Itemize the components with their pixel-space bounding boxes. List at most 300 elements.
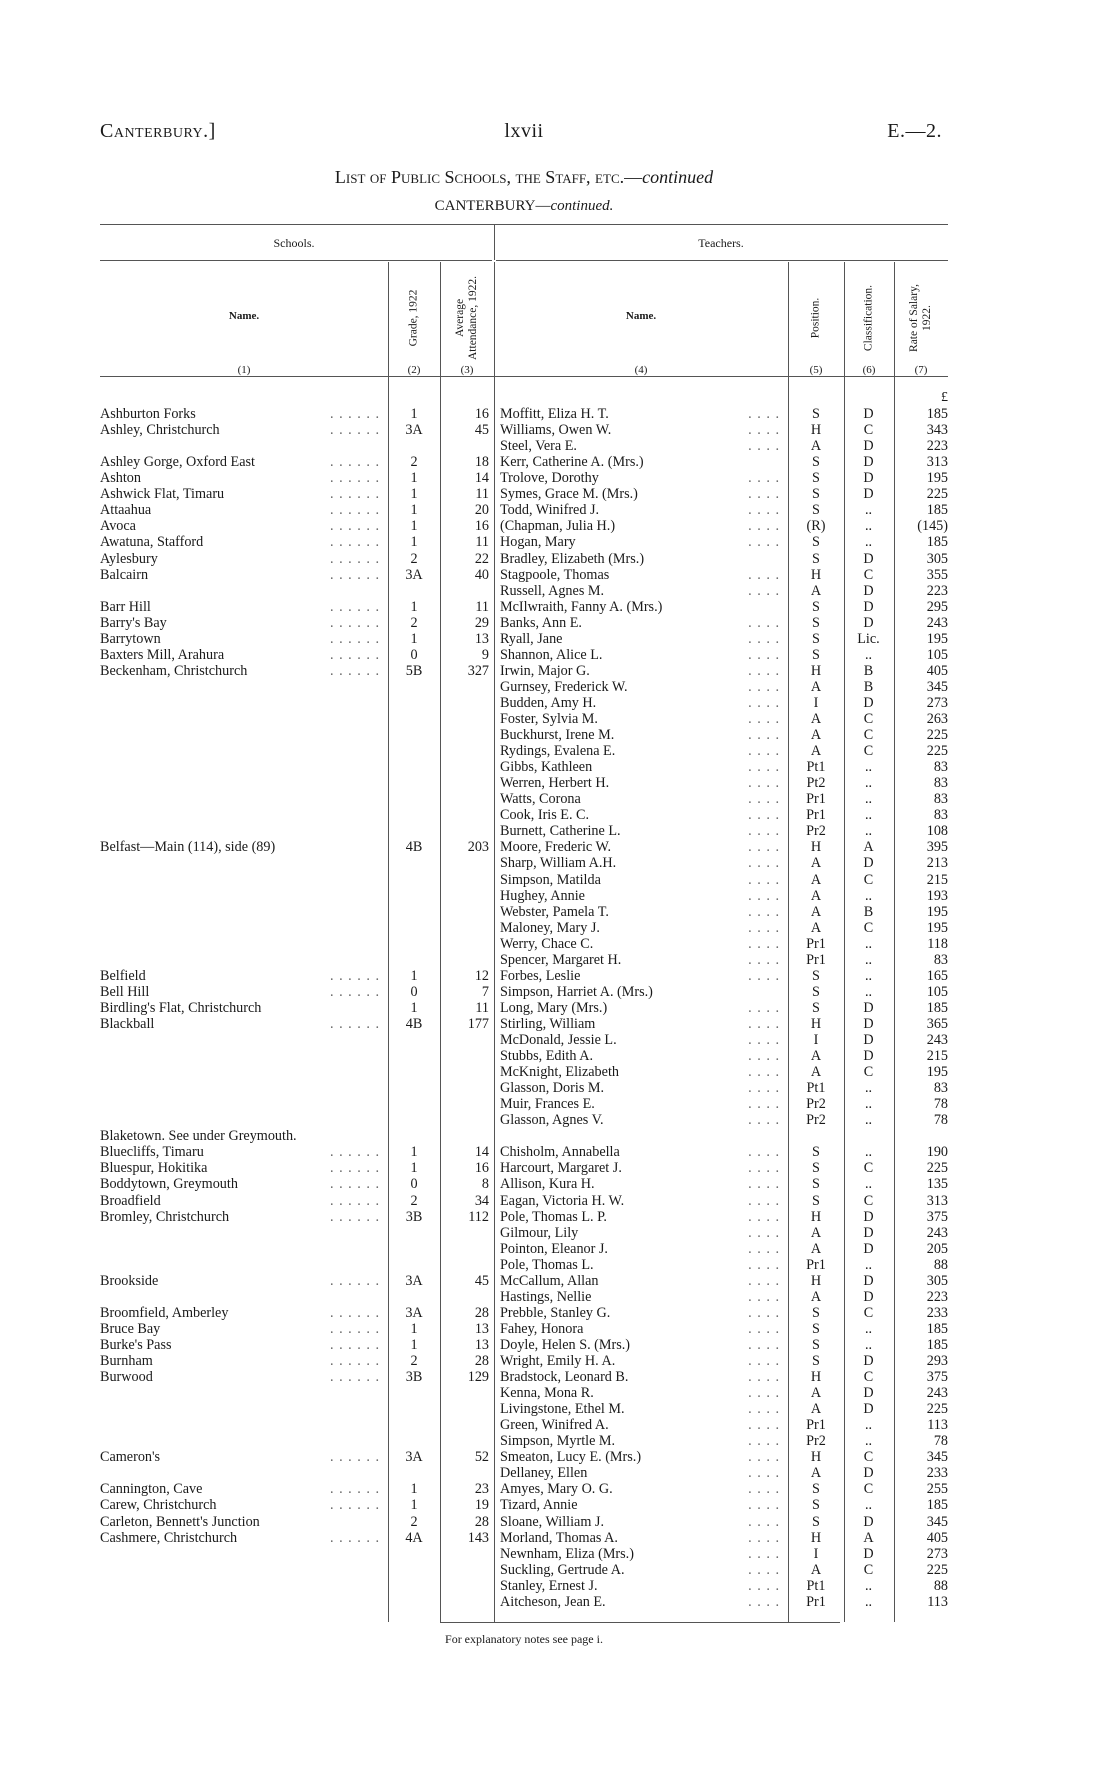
leader-dots: . . . . [748, 630, 780, 647]
teacher-name: Long, Mary (Mrs.) [500, 999, 608, 1016]
table-row [0, 486, 1114, 502]
leader-dots: . . . . . . [329, 518, 380, 535]
attendance: 7 [481, 983, 489, 1000]
teacher-name: Burnett, Catherine L. [500, 823, 621, 840]
position: A [810, 871, 822, 888]
position: A [810, 1224, 822, 1241]
table-row [0, 984, 1114, 1000]
teacher-name: Doyle, Helen S. (Mrs.) [500, 1336, 631, 1353]
grade: 1 [410, 486, 418, 503]
position: S [812, 1320, 820, 1337]
classification: .. [864, 1593, 873, 1610]
attendance: 11 [475, 486, 489, 503]
leader-dots: . . . . [748, 1481, 780, 1498]
school-name-header: Name. [228, 310, 260, 322]
classification: .. [864, 1497, 873, 1514]
teacher-name: (Chapman, Julia H.) [500, 518, 616, 535]
teacher-name: Rydings, Evalena E. [500, 743, 616, 759]
teacher-name: Amyes, Mary O. G. [500, 1481, 613, 1498]
classification: C [863, 1064, 874, 1081]
leader-dots: . . . . [748, 694, 780, 711]
teacher-name: Simpson, Myrtle M. [500, 1433, 616, 1450]
leader-dots: . . . . [748, 855, 780, 872]
salary: 215 [926, 871, 948, 888]
leader-dots: . . . . [748, 871, 780, 888]
attendance: 23 [474, 1481, 489, 1498]
position: Pr1 [806, 807, 826, 824]
table-row [0, 1016, 1114, 1032]
position: A [810, 743, 822, 759]
leader-dots: . . . . [748, 1545, 780, 1562]
salary: 185 [926, 534, 948, 551]
leader-dots: . . . . [748, 1015, 780, 1032]
position: S [812, 1304, 820, 1321]
classification: D [863, 1513, 874, 1530]
table-row [0, 1497, 1114, 1513]
leader-dots: . . . . [748, 1417, 780, 1434]
teacher-name: Bradstock, Leonard B. [500, 1369, 629, 1385]
leader-dots: . . . . [748, 422, 780, 439]
position: A [810, 1048, 822, 1064]
attendance: 13 [474, 1336, 489, 1353]
school-name: Avoca [100, 518, 136, 535]
teacher-name: Ryall, Jane [500, 630, 563, 647]
classification: D [863, 1465, 874, 1482]
leader-dots: . . . . . . [329, 1336, 380, 1353]
table-row [0, 888, 1114, 904]
grade: 4A [405, 1529, 423, 1546]
classification: C [863, 1192, 874, 1209]
teacher-name: Hughey, Annie [500, 887, 585, 904]
school-name: Balcairn [100, 566, 149, 583]
salary: 105 [926, 646, 948, 663]
leader-dots: . . . . [748, 903, 780, 920]
salary: 78 [933, 1433, 948, 1450]
teacher-name: Spencer, Margaret H. [500, 951, 622, 968]
salary: 305 [926, 550, 948, 567]
grade: 1 [410, 1497, 418, 1514]
position: A [810, 711, 822, 727]
table-row [0, 1481, 1114, 1497]
classification: .. [864, 983, 873, 1000]
leader-dots: . . . . [748, 775, 780, 792]
table-row [0, 1128, 1114, 1144]
table-row [0, 679, 1114, 695]
grade: 0 [410, 646, 418, 663]
leader-dots: . . . . [748, 1529, 780, 1546]
table-row [0, 968, 1114, 984]
position: S [812, 630, 820, 647]
position: S [812, 486, 820, 503]
position: S [812, 502, 820, 519]
classification: C [863, 1160, 874, 1177]
table-row [0, 1032, 1114, 1048]
salary: 195 [926, 1064, 948, 1081]
classification: D [863, 855, 874, 872]
classification: C [863, 1481, 874, 1498]
school-name: Ashton [100, 470, 141, 487]
position: Pr1 [806, 951, 826, 968]
teacher-name: Simpson, Harriet A. (Mrs.) [500, 983, 653, 1000]
position: S [812, 967, 820, 984]
classification: D [863, 406, 874, 422]
school-name: Birdling's Flat, Christchurch [100, 999, 262, 1016]
position: A [810, 855, 822, 872]
classification: C [863, 1449, 874, 1466]
classification: C [863, 422, 874, 439]
leader-dots: . . . . [748, 727, 780, 743]
leader-dots: . . . . [748, 662, 780, 679]
leader-dots: . . . . . . [329, 646, 380, 663]
teacher-name: Prebble, Stanley G. [500, 1304, 611, 1321]
classification: D [863, 1032, 874, 1048]
salary: 273 [926, 694, 948, 711]
leader-dots: . . . . . . [329, 486, 380, 503]
teacher-name: Stirling, William [500, 1015, 596, 1032]
salary: 255 [926, 1481, 948, 1498]
leader-dots: . . . . [748, 1192, 780, 1209]
leader-dots: . . . . . . [329, 1369, 380, 1385]
position: H [810, 1272, 822, 1289]
salary: 233 [926, 1304, 948, 1321]
table-row [0, 1160, 1114, 1176]
teacher-name: Suckling, Gertrude A. [500, 1561, 625, 1578]
grade: 4B [405, 1015, 423, 1032]
school-name: Bell Hill [100, 983, 150, 1000]
table-row [0, 1337, 1114, 1353]
school-name: Ashley, Christchurch [100, 422, 220, 439]
leader-dots: . . . . [748, 743, 780, 759]
salary: 195 [926, 903, 948, 920]
salary: 345 [926, 678, 948, 695]
classification: .. [864, 967, 873, 984]
salary: 185 [926, 1497, 948, 1514]
leader-dots: . . . . [748, 1449, 780, 1466]
classification: .. [864, 951, 873, 968]
leader-dots: . . . . . . [329, 614, 380, 631]
grade: 1 [410, 1336, 418, 1353]
classification: .. [864, 1577, 873, 1594]
leader-dots: . . . . [748, 486, 780, 503]
leader-dots: . . . . . . [329, 422, 380, 439]
teacher-name: Eagan, Victoria H. W. [500, 1192, 625, 1209]
leader-dots: . . . . [748, 470, 780, 487]
grade: 1 [410, 1481, 418, 1498]
leader-dots: . . . . . . [329, 1176, 380, 1193]
leader-dots: . . . . [748, 566, 780, 583]
attendance: 34 [474, 1192, 489, 1209]
position: Pr1 [806, 935, 826, 952]
attendance: 28 [474, 1304, 489, 1321]
school-name: Blackball [100, 1015, 155, 1032]
teacher-name: Banks, Ann E. [500, 614, 582, 631]
leader-dots: . . . . . . [329, 1160, 380, 1177]
grade: 1 [410, 518, 418, 535]
table-row [0, 470, 1114, 486]
classification: C [863, 566, 874, 583]
position: I [813, 1545, 819, 1562]
leader-dots: . . . . [748, 1401, 780, 1418]
leader-dots: . . . . [748, 1064, 780, 1081]
grade: 1 [410, 999, 418, 1016]
school-name: Attaahua [100, 502, 152, 519]
teacher-name: Gilmour, Lily [500, 1224, 579, 1241]
leader-dots: . . . . [748, 582, 780, 599]
teacher-name: Morland, Thomas A. [500, 1529, 618, 1546]
table-row [0, 1176, 1114, 1192]
leader-dots: . . . . [748, 1224, 780, 1241]
table-row [0, 936, 1114, 952]
col-number-2: (2) [407, 364, 421, 376]
school-name: Belfield [100, 967, 146, 984]
leader-dots: . . . . [748, 1577, 780, 1594]
school-name: Bluespur, Hokitika [100, 1160, 208, 1177]
table-row [0, 615, 1114, 631]
school-name: Burke's Pass [100, 1336, 172, 1353]
leader-dots: . . . . [748, 1272, 780, 1289]
teacher-name: Moffitt, Eliza H. T. [500, 406, 609, 422]
position: Pt2 [806, 775, 826, 792]
page-title-italic: continued [642, 167, 714, 187]
classification: .. [864, 518, 873, 535]
salary: 78 [933, 1112, 948, 1129]
classification: Lic. [857, 630, 880, 647]
leader-dots: . . . . [748, 1320, 780, 1337]
table-row [0, 1080, 1114, 1096]
running-head-right: E.—2. [887, 120, 942, 142]
teacher-name: Bradley, Elizabeth (Mrs.) [500, 550, 645, 567]
salary: 263 [926, 711, 948, 727]
attendance: 45 [474, 1272, 489, 1289]
teacher-name: Sharp, William A.H. [500, 855, 617, 872]
attendance: 14 [474, 470, 489, 487]
grade: 1 [410, 1320, 418, 1337]
grade: 1 [410, 1144, 418, 1161]
school-name: Baxters Mill, Arahura [100, 646, 225, 663]
schools-group-rule [100, 260, 492, 261]
attendance: 22 [474, 550, 489, 567]
leader-dots: . . . . . . [329, 566, 380, 583]
school-name: Awatuna, Stafford [100, 534, 204, 551]
classification: .. [864, 646, 873, 663]
salary: 135 [926, 1176, 948, 1193]
teacher-name: Webster, Pamela T. [500, 903, 609, 920]
classification: C [863, 1561, 874, 1578]
table-row [0, 1112, 1114, 1128]
attendance: 13 [474, 1320, 489, 1337]
grade: 1 [410, 406, 418, 422]
table-row [0, 583, 1114, 599]
salary: 83 [933, 759, 948, 776]
salary: 185 [926, 999, 948, 1016]
teacher-name: Green, Winifred A. [500, 1417, 609, 1434]
teacher-name: Russell, Agnes M. [500, 582, 605, 599]
salary: 108 [926, 823, 948, 840]
leader-dots: . . . . [748, 807, 780, 824]
salary: 225 [926, 1401, 948, 1418]
position: H [810, 839, 822, 856]
school-name: Belfast—Main (114), side (89) [100, 839, 276, 856]
leader-dots: . . . . . . [329, 534, 380, 551]
position: S [812, 470, 820, 487]
attendance: 18 [474, 454, 489, 471]
attendance: 11 [475, 534, 489, 551]
teacher-name: Chisholm, Annabella [500, 1144, 620, 1161]
position: A [810, 438, 822, 455]
salary: 213 [926, 855, 948, 872]
classification: D [863, 1401, 874, 1418]
position: H [810, 1369, 822, 1385]
salary-header: Rate of Salary, 1922. [908, 284, 933, 352]
salary: 273 [926, 1545, 948, 1562]
attendance: 13 [474, 630, 489, 647]
grade: 2 [410, 1353, 418, 1369]
leader-dots: . . . . . . [329, 502, 380, 519]
table-row [0, 1369, 1114, 1385]
salary: 225 [926, 1561, 948, 1578]
page-subtitle [0, 198, 1048, 215]
grade: 3B [405, 1208, 423, 1225]
salary: 305 [926, 1272, 948, 1289]
salary: 345 [926, 1449, 948, 1466]
classification-header: Classification. [862, 284, 875, 352]
classification: D [863, 694, 874, 711]
teacher-name: Pole, Thomas L. [500, 1256, 594, 1273]
salary: 88 [933, 1256, 948, 1273]
teacher-name: Todd, Winifred J. [500, 502, 600, 519]
salary: 195 [926, 630, 948, 647]
leader-dots: . . . . [748, 438, 780, 455]
leader-dots: . . . . [748, 614, 780, 631]
position: S [812, 454, 820, 471]
table-row [0, 422, 1114, 438]
classification: .. [864, 1144, 873, 1161]
position: Pr1 [806, 1256, 826, 1273]
classification: D [863, 1048, 874, 1064]
teacher-name: Buckhurst, Irene M. [500, 727, 615, 743]
grade: 0 [410, 983, 418, 1000]
teacher-name: Harcourt, Margaret J. [500, 1160, 622, 1177]
attendance: 143 [467, 1529, 489, 1546]
teacher-name: Tizard, Annie [500, 1497, 578, 1514]
teacher-name: Stubbs, Edith A. [500, 1048, 594, 1064]
salary: 113 [927, 1593, 948, 1610]
leader-dots: . . . . . . [329, 1497, 380, 1514]
table-row [0, 1514, 1114, 1530]
teacher-name: Kenna, Mona R. [500, 1385, 594, 1402]
leader-dots: . . . . [748, 646, 780, 663]
position: Pr2 [806, 1096, 826, 1113]
classification: D [863, 454, 874, 471]
currency-symbol: £ [941, 390, 948, 405]
table-row [0, 855, 1114, 871]
classification: .. [864, 1433, 873, 1450]
leader-dots: . . . . [748, 1208, 780, 1225]
school-name: Cannington, Cave [100, 1481, 203, 1498]
page-title-text: List of Public Schools, the Staff, etc.— [334, 167, 643, 187]
attendance: 45 [474, 422, 489, 439]
leader-dots: . . . . [748, 1096, 780, 1113]
table-row [0, 1417, 1114, 1433]
position: A [810, 919, 822, 936]
attendance: 11 [475, 999, 489, 1016]
teacher-name: Symes, Grace M. (Mrs.) [500, 486, 638, 503]
position: H [810, 422, 822, 439]
position: A [810, 1401, 822, 1418]
attendance: 327 [467, 662, 489, 679]
leader-dots: . . . . [748, 1112, 780, 1129]
grade: 1 [410, 470, 418, 487]
table-row [0, 518, 1114, 534]
salary: 233 [926, 1465, 948, 1482]
leader-dots: . . . . . . [329, 630, 380, 647]
teacher-name: Shannon, Alice L. [500, 646, 603, 663]
salary: 313 [926, 454, 948, 471]
leader-dots: . . . . . . [329, 1208, 380, 1225]
classification: .. [864, 775, 873, 792]
classification: C [863, 1304, 874, 1321]
attendance: 52 [474, 1449, 489, 1466]
teacher-name: Sloane, William J. [500, 1513, 604, 1530]
leader-dots: . . . . [748, 839, 780, 856]
attendance: 203 [467, 839, 489, 856]
position: Pr1 [806, 791, 826, 808]
leader-dots: . . . . [748, 967, 780, 984]
position: Pr1 [806, 1593, 826, 1610]
classification: C [863, 919, 874, 936]
teacher-name: Trolove, Dorothy [500, 470, 599, 487]
teacher-name: Irwin, Major G. [500, 662, 590, 679]
table-row [0, 1000, 1114, 1016]
school-name: Brookside [100, 1272, 159, 1289]
classification: C [863, 871, 874, 888]
leader-dots: . . . . [748, 1032, 780, 1048]
salary: 165 [926, 967, 948, 984]
leader-dots: . . . . . . [329, 470, 380, 487]
classification: .. [864, 1320, 873, 1337]
school-name: Barry's Bay [100, 614, 167, 631]
salary: 343 [926, 422, 948, 439]
classification: D [863, 1272, 874, 1289]
leader-dots: . . . . . . [329, 1015, 380, 1032]
salary: 223 [926, 582, 948, 599]
position: S [812, 1176, 820, 1193]
table-row [0, 1433, 1114, 1449]
table-row [0, 1353, 1114, 1369]
classification: C [863, 743, 874, 759]
teacher-name: Watts, Corona [500, 791, 581, 808]
school-name: Broomfield, Amberley [100, 1304, 229, 1321]
table-row [0, 1401, 1114, 1417]
position: S [812, 614, 820, 631]
salary: 190 [926, 1144, 948, 1161]
salary: 225 [926, 1160, 948, 1177]
teacher-name: Hogan, Mary [500, 534, 576, 551]
school-name: Burnham [100, 1353, 153, 1369]
attendance-header: Average Attendance, 1922. [454, 276, 479, 360]
table-row [0, 823, 1114, 839]
table-row [0, 1465, 1114, 1481]
classification: .. [864, 1080, 873, 1097]
salary: 195 [926, 919, 948, 936]
position: S [812, 1160, 820, 1177]
teachers-group-rule [496, 260, 948, 261]
grade: 3A [405, 422, 423, 439]
table-row [0, 1241, 1114, 1257]
salary: 313 [926, 1192, 948, 1209]
table-row [0, 1289, 1114, 1305]
col-number-4: (4) [634, 364, 648, 376]
